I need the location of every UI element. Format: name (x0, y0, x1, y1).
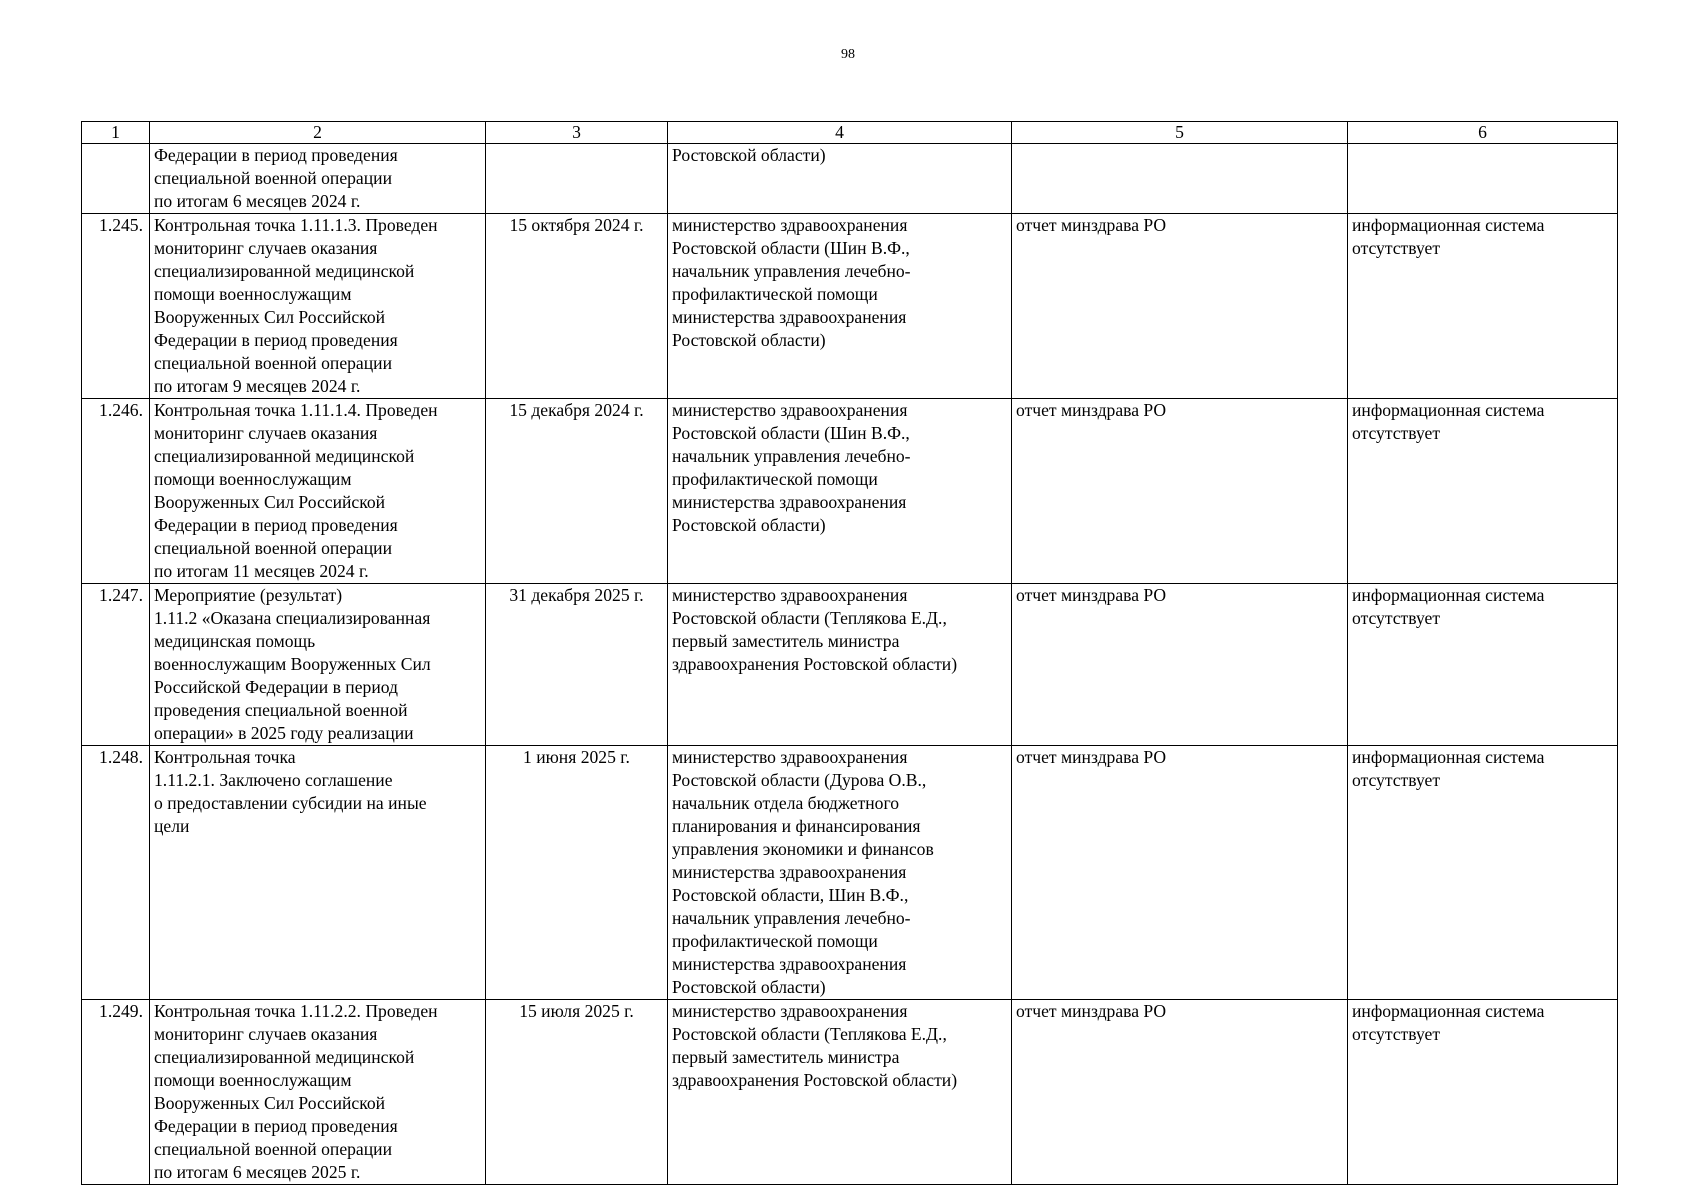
cell-text-line: начальник управления лечебно- (672, 446, 911, 466)
responsible-cell (668, 144, 1012, 214)
cell-text-line: Ростовской области) (672, 977, 826, 997)
cell-text-line: Ростовской области (Теплякова Е.Д., (672, 608, 947, 628)
cell-text-line: по итогам 6 месяцев 2024 г. (154, 191, 361, 211)
cell-text-line: мониторинг случаев оказания (154, 238, 378, 258)
cell-text-line: отчет минздрава РО (1016, 215, 1167, 235)
event-title-cell (150, 584, 486, 746)
cell-text-line: Вооруженных Сил Российской (154, 1093, 386, 1113)
table-body (82, 144, 1618, 1185)
plan-table (81, 121, 1618, 1185)
cell-text-line: отсутствует (1352, 423, 1441, 443)
cell-text-line: информационная система (1352, 585, 1545, 605)
event-title-cell (150, 1000, 486, 1185)
cell-text-line: министерство здравоохранения (672, 585, 908, 605)
cell-text-line: министерства здравоохранения (672, 492, 907, 512)
cell-text-line: помощи военнослужащим (154, 469, 352, 489)
cell-text-line: цели (154, 816, 190, 836)
cell-text-line: министерства здравоохранения (672, 307, 907, 327)
cell-text-line: начальник управления лечебно- (672, 261, 911, 281)
cell-text-line: здравоохранения Ростовской области) (672, 1070, 958, 1090)
event-title-cell (150, 144, 486, 214)
cell-text-line: отчет минздрава РО (1016, 400, 1167, 420)
cell-text-line: отсутствует (1352, 770, 1441, 790)
cell-text-line: мониторинг случаев оказания (154, 423, 378, 443)
responsible-cell (668, 746, 1012, 1000)
cell-text-line: Федерации в период проведения (154, 1116, 398, 1136)
document-type-cell (1012, 144, 1348, 214)
cell-text-line: первый заместитель министра (672, 1047, 900, 1067)
cell-text-line: специализированной медицинской (154, 261, 415, 281)
cell-text-line: министерство здравоохранения (672, 215, 908, 235)
cell-text-line: управления экономики и финансов (672, 839, 934, 859)
cell-text-line: проведения специальной военной (154, 700, 408, 720)
cell-text-line: помощи военнослужащим (154, 1070, 352, 1090)
cell-text-line: о предоставлении субсидии на иные (154, 793, 427, 813)
cell-text-line: специализированной медицинской (154, 1047, 415, 1067)
row-number-cell: 1.245. (82, 214, 150, 399)
information-system-cell (1348, 746, 1618, 1000)
cell-text-line: по итогам 6 месяцев 2025 г. (154, 1162, 361, 1182)
cell-text-line: мониторинг случаев оказания (154, 1024, 378, 1044)
cell-text-line: отчет минздрава РО (1016, 585, 1167, 605)
cell-text-line: Федерации в период проведения (154, 330, 398, 350)
cell-text-line: министерства здравоохранения (672, 862, 907, 882)
cell-text-line: специальной военной операции (154, 1139, 392, 1159)
cell-text-line: по итогам 11 месяцев 2024 г. (154, 561, 369, 581)
cell-text-line: отсутствует (1352, 238, 1441, 258)
cell-text-line: 1.11.2.1. Заключено соглашение (154, 770, 393, 790)
cell-text-line: Мероприятие (результат) (154, 585, 343, 605)
cell-text-line: операции» в 2025 году реализации (154, 723, 414, 743)
column-header: 5 (1012, 122, 1348, 144)
cell-text-line: отсутствует (1352, 1024, 1441, 1044)
cell-text-line: Российской Федерации в период (154, 677, 398, 697)
information-system-cell (1348, 399, 1618, 584)
document-type-cell (1012, 399, 1348, 584)
cell-text-line: военнослужащим Вооруженных Сил (154, 654, 431, 674)
row-number-cell (82, 144, 150, 214)
cell-text-line: Вооруженных Сил Российской (154, 307, 386, 327)
cell-text-line: Федерации в период проведения (154, 145, 398, 165)
cell-text-line: Федерации в период проведения (154, 515, 398, 535)
cell-text-line: профилактической помощи (672, 931, 878, 951)
table-row (82, 214, 1618, 399)
cell-text-line: специальной военной операции (154, 168, 392, 188)
cell-text-line: информационная система (1352, 1001, 1545, 1021)
information-system-cell (1348, 584, 1618, 746)
column-header: 1 (82, 122, 150, 144)
cell-text-line: Ростовской области, Шин В.Ф., (672, 885, 909, 905)
cell-text-line: министерства здравоохранения (672, 954, 907, 974)
cell-text-line: профилактической помощи (672, 469, 878, 489)
deadline-cell: 15 июля 2025 г. (486, 1000, 668, 1185)
cell-text-line: Ростовской области (Теплякова Е.Д., (672, 1024, 947, 1044)
cell-text-line: специализированной медицинской (154, 446, 415, 466)
information-system-cell (1348, 144, 1618, 214)
document-type-cell (1012, 746, 1348, 1000)
deadline-cell: 31 декабря 2025 г. (486, 584, 668, 746)
cell-text-line: по итогам 9 месяцев 2024 г. (154, 376, 361, 396)
cell-text-line: начальник управления лечебно- (672, 908, 911, 928)
cell-text-line: Контрольная точка 1.11.1.4. Проведен (154, 400, 438, 420)
responsible-cell (668, 1000, 1012, 1185)
cell-text-line: отчет минздрава РО (1016, 1001, 1167, 1021)
cell-text-line: Вооруженных Сил Российской (154, 492, 386, 512)
cell-text-line: Контрольная точка (154, 747, 296, 767)
row-number-cell: 1.249. (82, 1000, 150, 1185)
cell-text-line: Контрольная точка 1.11.1.3. Проведен (154, 215, 438, 235)
cell-text-line: информационная система (1352, 747, 1545, 767)
event-title-cell (150, 399, 486, 584)
information-system-cell (1348, 1000, 1618, 1185)
column-header: 2 (150, 122, 486, 144)
row-number-cell: 1.248. (82, 746, 150, 1000)
cell-text-line: Ростовской области (Шин В.Ф., (672, 423, 910, 443)
cell-text-line: министерство здравоохранения (672, 400, 908, 420)
deadline-cell: 1 июня 2025 г. (486, 746, 668, 1000)
cell-text-line: медицинская помощь (154, 631, 316, 651)
cell-text-line: специальной военной операции (154, 538, 392, 558)
table-row (82, 399, 1618, 584)
table-row (82, 746, 1618, 1000)
cell-text-line: Ростовской области) (672, 330, 826, 350)
column-header: 6 (1348, 122, 1618, 144)
responsible-cell (668, 214, 1012, 399)
responsible-cell (668, 584, 1012, 746)
cell-text-line: специальной военной операции (154, 353, 392, 373)
cell-text-line: информационная система (1352, 215, 1545, 235)
cell-text-line: министерство здравоохранения (672, 1001, 908, 1021)
cell-text-line: здравоохранения Ростовской области) (672, 654, 958, 674)
document-type-cell (1012, 214, 1348, 399)
event-title-cell (150, 214, 486, 399)
event-title-cell (150, 746, 486, 1000)
table-header-row (82, 122, 1618, 144)
responsible-cell (668, 399, 1012, 584)
cell-text-line: первый заместитель министра (672, 631, 900, 651)
cell-text-line: Контрольная точка 1.11.2.2. Проведен (154, 1001, 438, 1021)
cell-text-line: 1.11.2 «Оказана специализированная (154, 608, 431, 628)
cell-text-line: Ростовской области (Дурова О.В., (672, 770, 927, 790)
deadline-cell: 15 октября 2024 г. (486, 214, 668, 399)
cell-text-line: информационная система (1352, 400, 1545, 420)
cell-text-line: начальник отдела бюджетного (672, 793, 900, 813)
deadline-cell: 15 декабря 2024 г. (486, 399, 668, 584)
deadline-cell (486, 144, 668, 214)
document-type-cell (1012, 1000, 1348, 1185)
cell-text-line: отчет минздрава РО (1016, 747, 1167, 767)
cell-text-line: профилактической помощи (672, 284, 878, 304)
information-system-cell (1348, 214, 1618, 399)
cell-text-line: министерство здравоохранения (672, 747, 908, 767)
column-header: 3 (486, 122, 668, 144)
row-number-cell: 1.247. (82, 584, 150, 746)
table-row (82, 584, 1618, 746)
page-number: 98 (841, 47, 855, 62)
cell-text-line: планирования и финансирования (672, 816, 921, 836)
table-row (82, 144, 1618, 214)
column-header: 4 (668, 122, 1012, 144)
cell-text-line: помощи военнослужащим (154, 284, 352, 304)
table-row (82, 1000, 1618, 1185)
document-type-cell (1012, 584, 1348, 746)
cell-text-line: Ростовской области) (672, 145, 826, 165)
row-number-cell: 1.246. (82, 399, 150, 584)
cell-text-line: отсутствует (1352, 608, 1441, 628)
cell-text-line: Ростовской области (Шин В.Ф., (672, 238, 910, 258)
cell-text-line: Ростовской области) (672, 515, 826, 535)
